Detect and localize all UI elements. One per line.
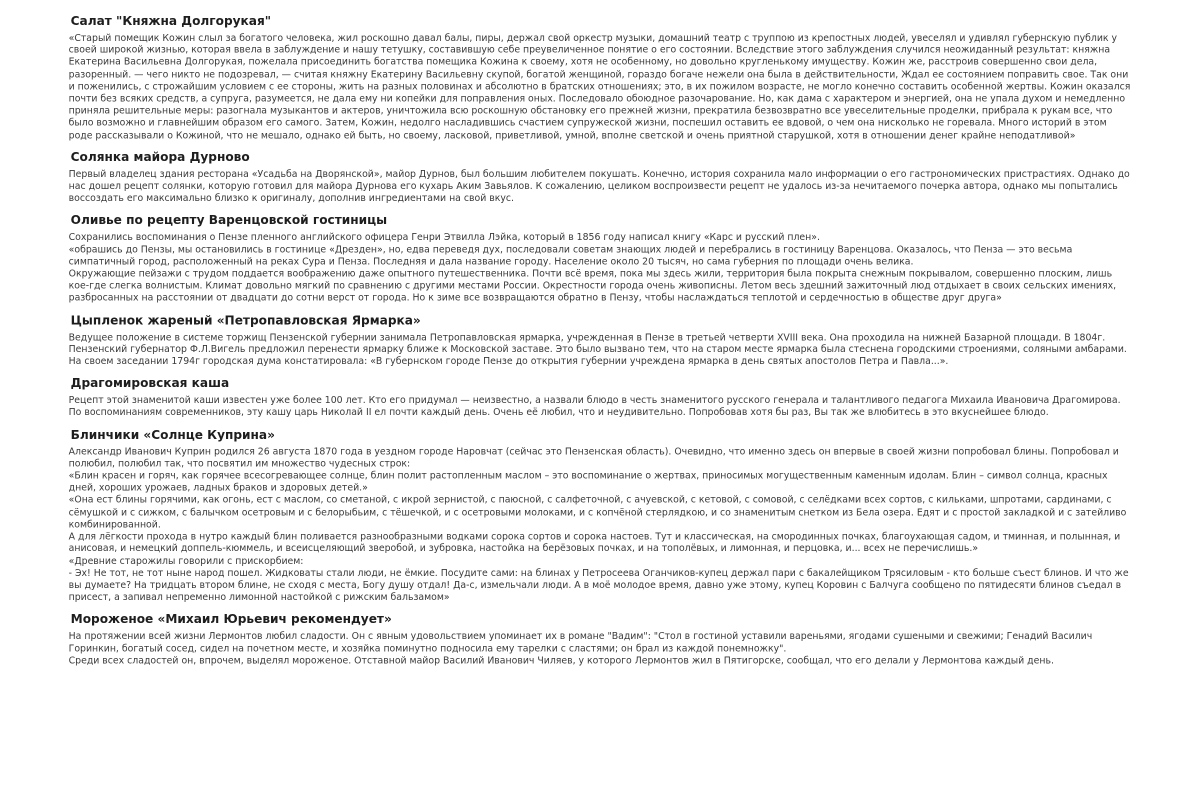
section-chicken-petropavlovsk bbox=[0, 312, 1194, 368]
section-body bbox=[69, 332, 1134, 368]
section-title: Мороженое «Михаил Юрьевич рекомендует» bbox=[70, 612, 392, 627]
section-title: Солянка майора Дурново bbox=[70, 150, 250, 165]
section-olivier-varentsov bbox=[0, 212, 1194, 305]
section-body bbox=[69, 395, 1134, 419]
paragraph: Рецепт этой знаменитой каши известен уже более 100 лет. Кто его придумал — неизвестно, а назвали блюдо в честь знаменитого русского генерала и талантливого педагога Михаила Ивановича Драгомирова. По воспоминаниям современников, эту кашу царь Николай II ел почти каждый день. Очень её любил, что и неудивительно. Попробовав хотя бы раз, Вы так же влюбитесь в это вкуснейшее блюдо. bbox=[68, 395, 1121, 419]
paragraph: «Блин красен и горяч, как горячее всесогревающее солнце, блин полит растопленным маслом – это воспоминание о жертвах, приносимых могущественным каменным идолам. Блин – символ солнца, красных дней, хороших урожаев, ладных браков и здоровых детей.» bbox=[68, 470, 1108, 494]
paragraph: Первый владелец здания ресторана «Усадьба на Дворянской», майор Дурнов, был большим любителем покушать. Конечно, история сохранила мало информации о его гастрономических пристрастиях. Однако до нас дошел рецепт солянки, которую готовил для майора Дурнова его кухарь Аким Завьялов. К сожалению, целиком воспроизвести рецепт не удалось из-за нечитаемого почерка автора, однако мы попытались воссоздать его максимально близко к оригиналу, дополнив ингредиентами на свой вкус. bbox=[68, 168, 1130, 205]
paragraph: А для лёгкости прохода в нутро каждый блин поливается разнообразными водками сорока сортов и сорока настоев. Тут и классическая, на смородинных почках, благоухающая садом, и тминная, и полынная, и анисовая, и немецкий доппель-кюммель, и всеисцеляющий зверобой, и зубровка, настойка на берёзовых почках, и на тополёвых, и лимонная, и перцовка, и... всех не перечислишь.» bbox=[68, 531, 1121, 555]
section-pancakes-kuprin bbox=[0, 427, 1194, 605]
section-icecream-lermontov bbox=[0, 611, 1194, 667]
paragraph: Александр Иванович Куприн родился 26 августа 1870 года в уездном городе Наровчат (сейчас это Пензенская область). Очевидно, что именно здесь он впервые в своей жизни попробовал блины. Попробовал и полюбил, полюбил так, что посвятил им множество чудесных строк: bbox=[68, 446, 1119, 470]
section-body bbox=[69, 232, 1134, 305]
paragraph: На протяжении всей жизни Лермонтов любил сладости. Он с явным удовольствием упоминает их в романе "Вадим": "Стол в гостиной уставили вареньями, ягодами сушеными и свежими; Генадий Василич Горинкин, богатый сосед, сидел на почетном месте, и хозяйка поминутно подносила ему тарелки с сластями; он брал из каждой понемножку". bbox=[68, 631, 1093, 655]
section-body bbox=[69, 33, 1134, 142]
paragraph: Окружающие пейзажи с трудом поддается воображению даже опытного путешественника. Почти всё время, пока мы здесь жили, территория была покрыта снежным покрывалом, совершенно плоским, лишь кое-где слегка волнистым. Климат довольно мягкий по сравнению с другими местами России. Окрестности города очень живописны. Летом весь здешний зажиточный люд отдыхает в своих сельских имениях, разбросанных на расстоянии от двадцати до сотни верст от города. Но к зиме все возвращаются обратно в Пензу, чтобы наслаждаться теплотой и сердечностью в обществе друг друга» bbox=[68, 268, 1117, 304]
paragraph: «обрашись до Пензы, мы остановились в гостинице «Дрезден», но, едва переведя дух, последовали советам знающих людей и перебрались в гостиницу Варенцова. Оказалось, что Пенза — это весьма симпатичный город, расположенный на реках Сура и Пенза. Последняя и дала название городу. Население около 20 тысяч, но сама губерния по площади очень велика. bbox=[68, 244, 1073, 268]
section-title: Цыпленок жареный «Петропавловская Ярмарка» bbox=[70, 313, 421, 328]
section-body bbox=[69, 446, 1134, 604]
paragraph: Среди всех сладостей он, впрочем, выделял мороженое. Отставной майор Василий Иванович Чиляев, у которого Лермонтов жил в Пятигорске, сообщал, что его делали у Лермонтова каждый день. bbox=[68, 655, 1054, 667]
paragraph: «Древние старожилы говорили с прискорбием: bbox=[68, 555, 304, 567]
paragraph: «Она ест блины горячими, как огонь, ест с маслом, со сметаной, с икрой зернистой, с паюсной, с салфеточной, с ачуевской, с кетовой, с сомовой, с селёдками всех сортов, с кильками, шпротами, сардинами, с сёмушкой и с сижком, с балычком осетровым и с белорыбьим, с тёшечкой, и с осетровыми молоками, и с копчёной стерлядкою, и со знаменитым снетком из Бела озера. Едят и с простой закладкой и с затейливо комбинированной. bbox=[68, 494, 1127, 531]
paragraph: Сохранились воспоминания о Пензе пленного английского офицера Генри Этвилла Лэйка, который в 1856 году написал книгу «Карс и русский плен». bbox=[68, 232, 820, 244]
paragraph: - Эх! Не тот, не тот ныне народ пошел. Жидковаты стали люди, не ёмкие. Посудите сами: на блинах у Петросеева Оганчиков-купец держал пари с бакалейщиком Трясиловым - кто больше съест блинов. И что же вы думаете? На тридцать втором блине, не сходя с места, Богу душу отдал! Да-с, измельчали люди. А в моё молодое время, давно уже этому, купец Коровин с Балчуга сообщено по пятидесяти блинов съедал в присест, а запивал непременно лимонной настойкой с рижским бальзамом» bbox=[68, 567, 1129, 604]
section-body bbox=[69, 169, 1134, 205]
paragraph: Ведущее положение в системе торжищ Пензенской губернии занимала Петропавловская ярмарка, учрежденная в Пензе в третьей четверти XVIII века. Она проходила на нижней Базарной площади. В 1804г. Пензенский губернатор Ф.Л.Вигель предложил перенести ярмарку ближе к Московской заставе. Это было вызвано тем, что на старом месте ярмарка была стеснена городскими строениями, соляными амбарами. На своем заседании 1794г городская дума констатировала: «В губернском городе Пензе до открытия губернии учреждена ярмарка в день святых апостолов Петра и Павла...». bbox=[68, 331, 1127, 368]
section-title: Салат "Княжна Долгорукая" bbox=[70, 13, 272, 28]
paragraph: «Старый помещик Кожин слыл за богатого человека, жил роскошно давал балы, пиры, держал свой оркестр музыки, домашний театр с труппою из крепостных людей, увеселял и удивлял губернскую публик у своей широкой жизнью, которая ввела в заблуждение и нашу тетушку, составившую себе преувеличенное понятие о его состоянии. Вследствие этого заблуждения случился неожиданный результат: княжна Екатерина Васильевна Долгорукая, пожелала присоединить богатства помещика Кожина к своему, хотя не особенному, но довольно кругленькому имуществу. Кожин же, расстроив совершенно свои дела, разоренный. — чего никто не подозревал, — считая княжну Екатерину Васильевну скупой, богатой женщиной, гораздо богаче нежели она была в действительности, Ждал ее состоянием поправить свое. Так они и поженились, с строжайшим условием с ее стороны, жить на разных половинах и абсолютно в братских отношениях; это, в их пожилом возрасте, не могло конечно составить особенной жертвы. Кожин оказался почти без всяких средств, а супруга, разумеется, не дала ему ни копейки для поправления оных. Последовало обоюдное разочарование. Но, как дама с характером и энергией, она не упала духом и немедленно приняла решительные меры: разогнала музыкантов и актеров, уничтожила всю роскошную обстановку его прежней жизни, прекратила безвозвратно все увеселительные проделки, прибрала к рукам все, что было возможно и главнейшим образом его самого. Затем, Кожин, недолго насладившись счастием супружеской жизни, поспешил оставить ее вдовой, о чем она нисколько не горевала. Много историй в этом роде рассказывали о Кожиной, что не мешало, однако ей быть, но своему, ласковой, приветливой, умной, вполне светской и очень приятной старушкой, хотя в отношении денег крайне неподатливой» bbox=[68, 32, 1131, 141]
section-title: Блинчики «Солнце Куприна» bbox=[70, 427, 275, 442]
section-dragomirov-porridge bbox=[0, 375, 1194, 419]
section-salad-dolgorukaya bbox=[0, 13, 1194, 142]
section-solyanka-durnovo bbox=[0, 149, 1194, 205]
section-title: Драгомировская каша bbox=[70, 376, 230, 391]
section-title: Оливье по рецепту Варенцовской гостиницы bbox=[70, 213, 388, 228]
section-body bbox=[69, 631, 1134, 667]
